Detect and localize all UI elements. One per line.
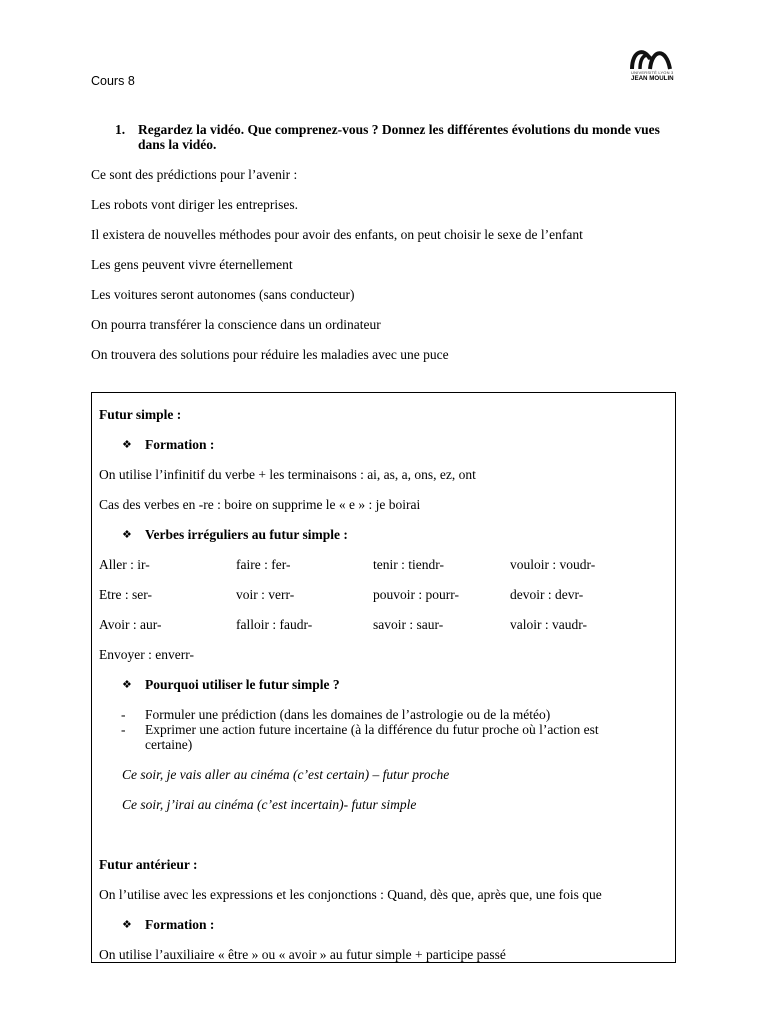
course-label: Cours 8 bbox=[91, 74, 135, 88]
logo-name-text: JEAN MOULIN bbox=[631, 75, 674, 82]
dash-bullet: - bbox=[121, 722, 126, 737]
irregular-verb: Avoir : aur- bbox=[99, 617, 162, 632]
question-number: 1. bbox=[115, 122, 126, 137]
answer-line: On trouvera des solutions pour réduire les maladies avec une puce bbox=[91, 347, 449, 362]
futur-simple-title: Futur simple : bbox=[99, 407, 182, 422]
irregular-verb: devoir : devr- bbox=[510, 587, 584, 602]
irregular-verb: pouvoir : pourr- bbox=[373, 587, 459, 602]
grammar-box bbox=[91, 392, 676, 963]
example-line: Ce soir, j’irai au cinéma (c’est incertain)- futur simple bbox=[122, 797, 417, 812]
diamond-bullet-icon: ❖ bbox=[122, 679, 132, 691]
irregular-verb: tenir : tiendr- bbox=[373, 557, 444, 572]
formation-line: On utilise l’infinitif du verbe + les terminaisons : ai, as, a, ons, ez, ont bbox=[99, 467, 476, 482]
logo-mark-icon bbox=[630, 45, 672, 71]
diamond-bullet-icon: ❖ bbox=[122, 919, 132, 931]
futur-anterieur-title: Futur antérieur : bbox=[99, 857, 198, 872]
formation-line: Cas des verbes en -re : boire on supprime le « e » : je boirai bbox=[99, 497, 421, 512]
answer-line: On pourra transférer la conscience dans un ordinateur bbox=[91, 317, 381, 332]
answer-line: Il existera de nouvelles méthodes pour avoir des enfants, on peut choisir le sexe de l’enfant bbox=[91, 227, 583, 242]
irregular-verb: Aller : ir- bbox=[99, 557, 150, 572]
answer-intro: Ce sont des prédictions pour l’avenir : bbox=[91, 167, 298, 182]
dash-bullet: - bbox=[121, 707, 126, 722]
use-item: Exprimer une action future incertaine (à la différence du futur proche où l’action est certaine) bbox=[145, 722, 599, 752]
irregular-verb: voir : verr- bbox=[236, 587, 295, 602]
example-line: Ce soir, je vais aller au cinéma (c’est certain) – futur proche bbox=[122, 767, 450, 782]
irregular-verb: vouloir : voudr- bbox=[510, 557, 596, 572]
irregular-verb: Etre : ser- bbox=[99, 587, 152, 602]
formation-line: On utilise l’auxiliaire « être » ou « avoir » au futur simple + participe passé bbox=[99, 947, 506, 962]
formation-heading: Formation : bbox=[145, 917, 215, 932]
pourquoi-heading: Pourquoi utiliser le futur simple ? bbox=[145, 677, 340, 692]
irregular-verb: valoir : vaudr- bbox=[510, 617, 587, 632]
answer-line: Les voitures seront autonomes (sans conducteur) bbox=[91, 287, 355, 302]
irreguliers-heading: Verbes irréguliers au futur simple : bbox=[145, 527, 348, 542]
irregular-verb: faire : fer- bbox=[236, 557, 291, 572]
university-logo bbox=[628, 45, 674, 85]
answer-line: Les robots vont diriger les entreprises. bbox=[91, 197, 298, 212]
futur-anterieur-usage: On l’utilise avec les expressions et les conjonctions : Quand, dès que, après que, une fois que bbox=[99, 887, 602, 902]
irregular-verb: savoir : saur- bbox=[373, 617, 444, 632]
question-text: Regardez la vidéo. Que comprenez-vous ? Donnez les différentes évolutions du monde vues dans la vidéo. bbox=[138, 122, 660, 152]
logo-university-text: UNIVERSITÉ LYON 3 bbox=[631, 70, 674, 75]
irregular-verb: falloir : faudr- bbox=[236, 617, 313, 632]
diamond-bullet-icon: ❖ bbox=[122, 439, 132, 451]
answer-line: Les gens peuvent vivre éternellement bbox=[91, 257, 293, 272]
formation-heading: Formation : bbox=[145, 437, 215, 452]
diamond-bullet-icon: ❖ bbox=[122, 529, 132, 541]
use-item: Formuler une prédiction (dans les domaines de l’astrologie ou de la météo) bbox=[145, 707, 551, 722]
irregular-verb: Envoyer : enverr- bbox=[99, 647, 194, 662]
